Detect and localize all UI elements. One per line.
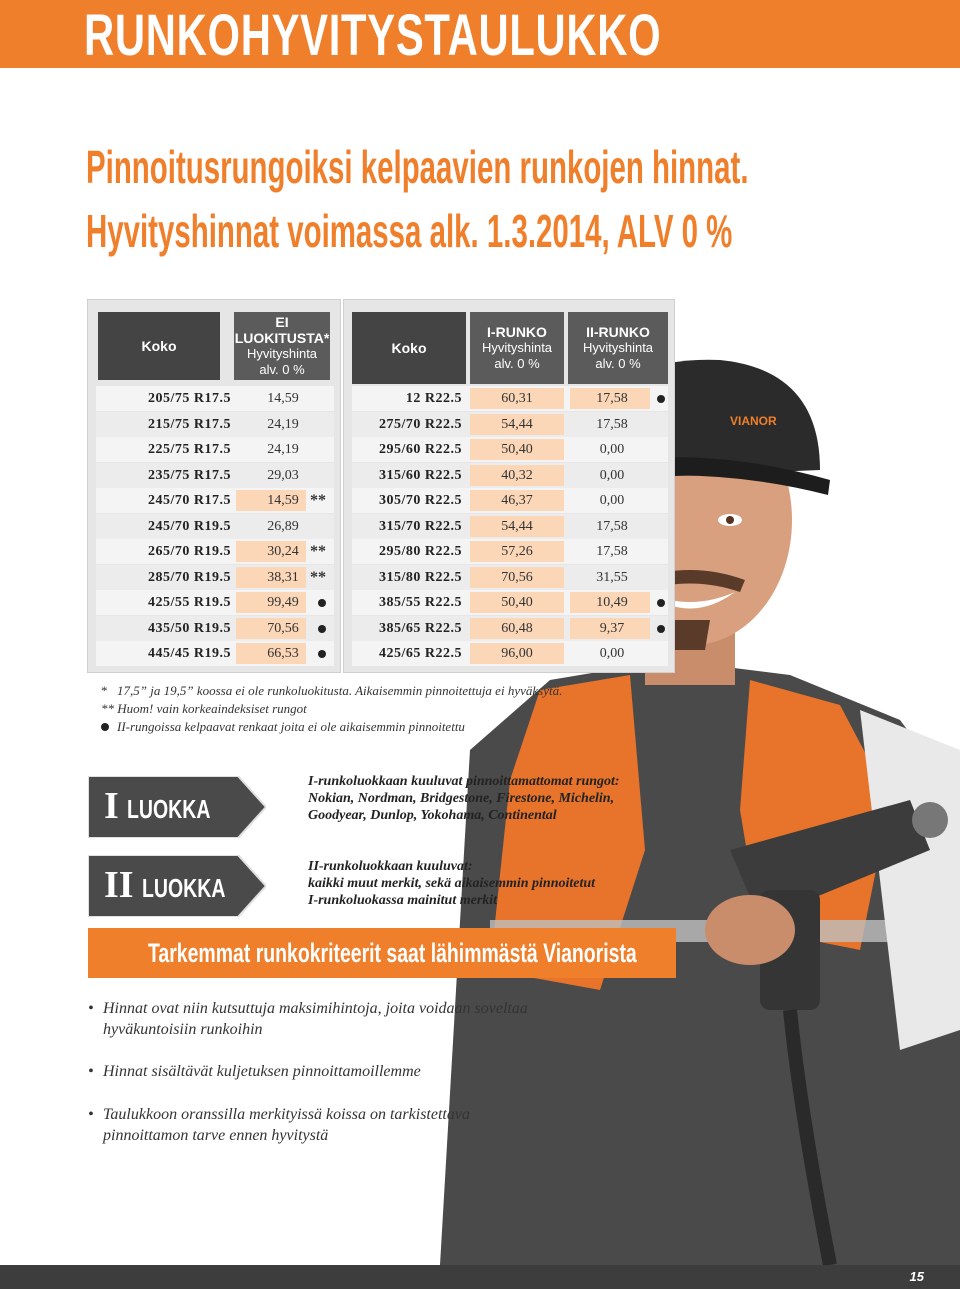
size-cell: 425/65 R22.5 <box>379 645 462 661</box>
dot-icon <box>657 599 665 607</box>
bullet-text: Taulukkoon oranssilla merkityissä koissa on tarkistettava pinnoittamon tarve ennen hyvitystä <box>103 1106 470 1144</box>
header-label: Hyvityshinta <box>246 346 318 361</box>
header-label: alv. 0 % <box>595 356 641 371</box>
table-row <box>352 412 668 437</box>
i-runko-cell: 46,37 <box>501 492 533 508</box>
double-star-marker <box>310 539 326 564</box>
ii-runko-cell: 31,55 <box>596 569 628 585</box>
ii-runko-cell: 17,58 <box>596 543 628 559</box>
right-header-size <box>352 312 466 384</box>
table-row <box>96 437 334 462</box>
size-cell: 245/70 R17.5 <box>148 492 231 508</box>
table-row <box>96 616 334 641</box>
left-header-value <box>234 312 330 380</box>
ii-runko-cell: 0,00 <box>599 441 625 457</box>
dot-icon <box>318 650 326 658</box>
table-row <box>96 412 334 437</box>
size-cell: 295/60 R22.5 <box>379 441 462 457</box>
roman-numeral: II <box>104 864 134 906</box>
i-runko-cell: 54,44 <box>501 416 533 432</box>
table-row <box>96 565 334 590</box>
right-header-i-runko <box>470 312 564 384</box>
description-line: Goodyear, Dunlop, Yokohama, Continental <box>308 808 557 823</box>
left-header-size <box>98 312 220 380</box>
size-cell: 305/70 R22.5 <box>379 492 462 508</box>
size-cell: 285/70 R19.5 <box>148 569 231 585</box>
subtitle-line-2: Hyvityshinnat voimassa alk. 1.3.2014, ALV 0 % <box>86 205 733 257</box>
size-cell: 385/65 R22.5 <box>379 620 462 636</box>
header-label: Koko <box>141 338 177 354</box>
description-line: II-runkoluokkaan kuuluvat: <box>308 859 473 874</box>
size-cell: 445/45 R19.5 <box>148 645 231 661</box>
footnote-text: ** Huom! vain korkeaindeksiset rungot <box>101 701 307 716</box>
ii-runko-cell: 0,00 <box>599 492 625 508</box>
ii-runko-cell: 17,58 <box>596 518 628 534</box>
size-cell: 215/75 R17.5 <box>148 416 231 432</box>
size-cell: 265/70 R19.5 <box>148 543 231 559</box>
bullet-icon: • <box>88 1106 94 1123</box>
marker-text: ** <box>310 568 326 586</box>
marker-text: ** <box>310 491 326 509</box>
header-label: EI <box>275 314 289 330</box>
footnote-star <box>101 683 562 699</box>
footnote-text: II-rungoissa kelpaavat renkaat joita ei ole aikaisemmin pinnoitettu <box>117 719 465 734</box>
right-header-ii-runko <box>568 312 668 384</box>
cta-banner <box>88 928 676 978</box>
ii-runko-cell: 9,37 <box>599 620 625 636</box>
subtitle-line-1: Pinnoitusrungoiksi kelpaavien runkojen hinnat. <box>86 141 749 193</box>
i-runko-cell: 57,26 <box>501 543 533 559</box>
footnote-text: 17,5” ja 19,5” koossa ei ole runkoluokitusta. Aikaisemmin pinnoitettuja ei hyväksytä. <box>117 683 563 698</box>
value-cell: 24,19 <box>267 441 299 457</box>
luokka-2-label <box>88 855 266 917</box>
value-cell: 66,53 <box>267 645 299 661</box>
size-cell: 205/75 R17.5 <box>148 390 231 406</box>
i-runko-cell: 40,32 <box>501 467 533 483</box>
double-star-marker <box>310 488 326 513</box>
size-cell: 245/70 R19.5 <box>148 518 231 534</box>
description-line: I-runkoluokkaan kuuluvat pinnoittamattomat rungot: <box>308 774 620 789</box>
page-number: 15 <box>909 1269 924 1284</box>
bullet-item <box>88 998 548 1040</box>
bullet-text: Hinnat ovat niin kutsuttuja maksimihintoja, joita voidaan soveltaa hyväkuntoisiin runkoihin <box>103 1000 528 1038</box>
value-cell: 99,49 <box>267 594 299 610</box>
marker-text: ** <box>310 542 326 560</box>
table-row <box>352 616 668 641</box>
value-cell: 29,03 <box>267 467 299 483</box>
table-row <box>96 463 334 488</box>
bullet-text: Hinnat sisältävät kuljetuksen pinnoittamoillemme <box>103 1063 421 1080</box>
description-line: I-runkoluokassa mainitut merkit <box>308 893 498 908</box>
table-row <box>96 488 334 513</box>
header-label: alv. 0 % <box>259 362 305 377</box>
size-cell: 315/80 R22.5 <box>379 569 462 585</box>
value-cell: 24,19 <box>267 416 299 432</box>
size-cell: 12 R22.5 <box>405 390 462 406</box>
size-cell: 225/75 R17.5 <box>148 441 231 457</box>
bullet-item <box>88 1061 548 1082</box>
table-row <box>96 590 334 615</box>
ii-runko-cell: 17,58 <box>596 390 628 406</box>
value-cell: 14,59 <box>267 492 299 508</box>
table-row <box>352 463 668 488</box>
table-row <box>352 488 668 513</box>
page-title: RUNKOHYVITYSTAULUKKO <box>84 3 662 68</box>
i-runko-cell: 60,31 <box>501 390 533 406</box>
bullet-item <box>88 1104 548 1146</box>
table-row <box>352 641 668 666</box>
dot-icon <box>318 599 326 607</box>
value-cell: 26,89 <box>267 518 299 534</box>
ii-runko-cell: 0,00 <box>599 467 625 483</box>
header-label: alv. 0 % <box>494 356 540 371</box>
dot-icon <box>101 719 117 735</box>
ii-runko-cell: 10,49 <box>596 594 628 610</box>
size-cell: 425/55 R19.5 <box>148 594 231 610</box>
table-row <box>352 590 668 615</box>
i-runko-cell: 70,56 <box>501 569 533 585</box>
luokka-word: LUOKKA <box>141 873 225 903</box>
footnote-double-star <box>101 701 307 717</box>
dot-icon <box>657 395 665 403</box>
table-row <box>96 641 334 666</box>
header-label: Hyvityshinta <box>481 340 553 355</box>
header-band <box>0 0 960 68</box>
cap-logo: VIANOR <box>730 414 777 428</box>
dot-marker <box>657 590 665 615</box>
value-cell: 14,59 <box>267 390 299 406</box>
roman-numeral: I <box>104 785 119 827</box>
description-line: kaikki muut merkit, sekä aikaisemmin pinnoitetut <box>308 876 596 891</box>
size-cell: 435/50 R19.5 <box>148 620 231 636</box>
footnote-symbol: * <box>101 683 108 698</box>
value-cell: 70,56 <box>267 620 299 636</box>
size-cell: 235/75 R17.5 <box>148 467 231 483</box>
table-row <box>96 386 334 411</box>
size-cell: 295/80 R22.5 <box>379 543 462 559</box>
header-label: II-RUNKO <box>586 324 650 340</box>
i-runko-cell: 50,40 <box>501 441 533 457</box>
table-row <box>352 565 668 590</box>
page-footer <box>0 1265 960 1289</box>
i-runko-cell: 96,00 <box>501 645 533 661</box>
table-row <box>96 539 334 564</box>
dot-marker <box>318 641 326 666</box>
size-cell: 385/55 R22.5 <box>379 594 462 610</box>
dot-icon <box>318 625 326 633</box>
header-label: I-RUNKO <box>487 324 547 340</box>
size-cell: 275/70 R22.5 <box>379 416 462 432</box>
i-runko-cell: 60,48 <box>501 620 533 636</box>
table-row <box>96 514 334 539</box>
luokka-word: LUOKKA <box>126 794 211 824</box>
luokka-2-description <box>308 858 595 909</box>
i-runko-cell: 54,44 <box>501 518 533 534</box>
size-cell: 315/70 R22.5 <box>379 518 462 534</box>
cta-text: Tarkemmat runkokriteerit saat lähimmästä Vianorista <box>148 938 637 968</box>
bullet-icon: • <box>88 1063 94 1080</box>
ii-runko-cell: 0,00 <box>599 645 625 661</box>
ii-runko-cell: 17,58 <box>596 416 628 432</box>
table-row <box>352 514 668 539</box>
i-runko-cell: 50,40 <box>501 594 533 610</box>
value-cell: 30,24 <box>267 543 299 559</box>
size-cell: 315/60 R22.5 <box>379 467 462 483</box>
bullet-icon: • <box>88 1000 94 1017</box>
footnote-dot <box>101 719 465 735</box>
dot-icon <box>657 625 665 633</box>
header-label: LUOKITUSTA* <box>234 330 330 346</box>
value-cell: 38,31 <box>267 569 299 585</box>
dot-marker <box>657 616 665 641</box>
dot-marker <box>318 616 326 641</box>
table-row <box>352 437 668 462</box>
luokka-1-description <box>308 773 620 824</box>
dot-marker <box>657 386 665 411</box>
description-line: Nokian, Nordman, Bridgestone, Firestone, Michelin, <box>308 791 615 806</box>
header-label: Koko <box>391 340 427 356</box>
luokka-1-label <box>88 776 266 838</box>
double-star-marker <box>310 565 326 590</box>
table-row <box>352 539 668 564</box>
dot-marker <box>318 590 326 615</box>
table-row <box>352 386 668 411</box>
header-label: Hyvityshinta <box>582 340 654 355</box>
